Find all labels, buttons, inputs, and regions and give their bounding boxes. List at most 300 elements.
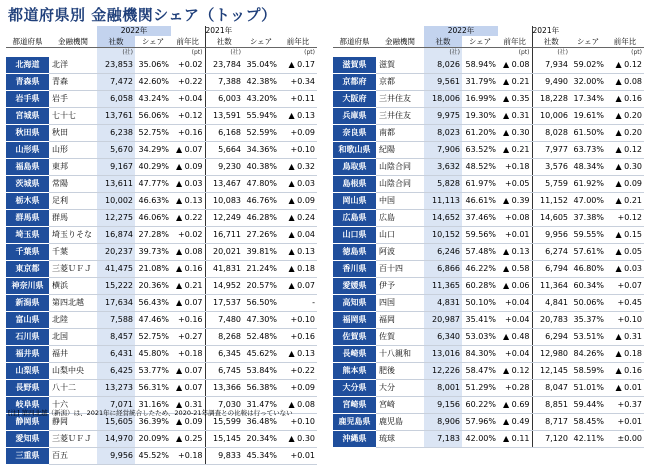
share-2021-cell: 47.30% <box>243 312 279 329</box>
prefecture-cell: 和歌山県 <box>333 142 376 159</box>
share-2022-cell: 47.46% <box>135 312 171 329</box>
yoy-2021-cell: +0.22 <box>279 363 317 380</box>
count-2021-cell: 9,833 <box>205 448 243 465</box>
share-2021-cell: 58.45% <box>570 414 606 431</box>
count-2021-cell: 12,249 <box>205 210 243 227</box>
count-2022-cell: 20,987 <box>424 312 462 329</box>
share-2021-cell: 56.50% <box>243 295 279 312</box>
prefecture-cell: 愛知県 <box>6 431 49 448</box>
count-2022-cell: 9,156 <box>424 397 462 414</box>
yoy-2021-cell: +0.10 <box>606 312 644 329</box>
prefecture-cell: 岐阜県 <box>6 397 49 414</box>
share-2021-cell: 37.38% <box>570 210 606 227</box>
prefecture-cell: 群馬県 <box>6 210 49 227</box>
yoy-2021-cell: +0.12 <box>606 210 644 227</box>
share-2022-cell: 51.29% <box>462 380 498 397</box>
yoy-2022-cell: ▲ 0.07 <box>171 142 205 159</box>
count-2022-cell: 6,246 <box>424 244 462 261</box>
count-2022-cell: 4,831 <box>424 295 462 312</box>
count-2022-cell: 8,001 <box>424 380 462 397</box>
table-row <box>333 227 644 244</box>
count-2022-cell: 11,365 <box>424 278 462 295</box>
prefecture-cell: 宮城県 <box>6 108 49 125</box>
prefecture-cell: 島根県 <box>333 176 376 193</box>
yoy-2021-cell: ▲ 0.13 <box>279 108 317 125</box>
count-2022-cell: 6,866 <box>424 261 462 278</box>
yoy-2021-cell: ▲ 0.13 <box>279 244 317 261</box>
table-row <box>6 346 317 363</box>
yoy-2022-cell: ▲ 0.07 <box>171 295 205 312</box>
yoy-2022-cell: +0.27 <box>171 329 205 346</box>
count-2021-header: 社数 <box>205 36 243 48</box>
prefecture-cell: 大分県 <box>333 380 376 397</box>
share-2021-cell: 84.26% <box>570 346 606 363</box>
prefecture-cell: 鹿児島県 <box>333 414 376 431</box>
prefecture-cell: 滋賀県 <box>333 57 376 74</box>
share-2021-cell: 45.62% <box>243 346 279 363</box>
yoy-2022-cell: ▲ 0.16 <box>171 261 205 278</box>
share-2021-cell: 42.38% <box>243 74 279 91</box>
yoy-2022-cell: ▲ 0.31 <box>171 397 205 414</box>
count-2021-cell: 20,783 <box>532 312 570 329</box>
share-2022-cell: 60.22% <box>462 397 498 414</box>
yoy-2021-cell: +0.09 <box>279 380 317 397</box>
yoy-2022-cell: ▲ 0.39 <box>498 193 532 210</box>
share-2022-cell: 52.75% <box>135 329 171 346</box>
yoy-2021-cell: ▲ 0.12 <box>606 57 644 74</box>
prefecture-cell: 宮崎県 <box>333 397 376 414</box>
right-table <box>333 26 644 448</box>
prefecture-cell: 広島県 <box>333 210 376 227</box>
table-row <box>333 312 644 329</box>
yoy-2021-cell: ▲ 0.01 <box>606 380 644 397</box>
yoy-2022-cell: +0.02 <box>171 227 205 244</box>
yoy-2022-cell: ▲ 0.06 <box>498 278 532 295</box>
table-row <box>333 193 644 210</box>
count-2021-cell: 14,952 <box>205 278 243 295</box>
yoy-2022-cell: +0.08 <box>498 210 532 227</box>
share-2022-cell: 43.24% <box>135 91 171 108</box>
table-row <box>333 74 644 91</box>
count-2021-cell: 3,576 <box>532 159 570 176</box>
yoy-2021-cell: ▲ 0.07 <box>279 278 317 295</box>
bank-name-cell: 京都 <box>376 74 424 91</box>
share-2021-cell: 61.50% <box>570 125 606 142</box>
yoy-2022-cell: +0.04 <box>498 295 532 312</box>
share-2021-cell: 47.80% <box>243 176 279 193</box>
count-2022-cell: 7,588 <box>97 312 135 329</box>
unit-label: (社) <box>205 48 243 58</box>
share-2022-cell: 45.80% <box>135 346 171 363</box>
share-2021-cell: 20.34% <box>243 431 279 448</box>
yoy-2021-cell: ▲ 0.08 <box>606 74 644 91</box>
table-row <box>333 261 644 278</box>
yoy-2021-cell: +0.01 <box>606 414 644 431</box>
share-2021-cell: 53.84% <box>243 363 279 380</box>
share-2022-cell: 50.10% <box>462 295 498 312</box>
table-row <box>333 91 644 108</box>
yoy-2021-cell: ▲ 0.09 <box>606 176 644 193</box>
bank-name-cell: 中国 <box>376 193 424 210</box>
bank-name-cell: 鹿児島 <box>376 414 424 431</box>
bank-name-cell: 三井住友 <box>376 108 424 125</box>
share-2021-cell: 57.61% <box>570 244 606 261</box>
bank-name-cell: 肥後 <box>376 363 424 380</box>
prefecture-cell: 静岡県 <box>6 414 49 431</box>
share-2021-cell: 61.92% <box>570 176 606 193</box>
yoy-2021-cell: ▲ 0.18 <box>279 261 317 278</box>
share-2022-cell: 57.96% <box>462 414 498 431</box>
table-row <box>6 244 317 261</box>
count-2021-cell: 8,047 <box>532 380 570 397</box>
yoy-2021-cell: ▲ 0.16 <box>606 91 644 108</box>
table-row <box>333 108 644 125</box>
count-2022-cell: 6,425 <box>97 363 135 380</box>
yoy-2021-cell: ▲ 0.04 <box>279 227 317 244</box>
yoy-2021-cell: ▲ 0.05 <box>606 244 644 261</box>
share-2021-cell: 59.55% <box>570 227 606 244</box>
share-2022-cell: 57.48% <box>462 244 498 261</box>
share-2022-cell: 46.22% <box>462 261 498 278</box>
bank-name-cell: 広島 <box>376 210 424 227</box>
yoy-2021-cell: ▲ 0.09 <box>279 193 317 210</box>
bank-name-cell: 北陸 <box>49 312 97 329</box>
bank-name-cell: 百五 <box>49 448 97 465</box>
count-2022-cell: 10,152 <box>424 227 462 244</box>
share-2021-header: シェア <box>243 36 279 48</box>
prefecture-cell: 兵庫県 <box>333 108 376 125</box>
unit-label: (社) <box>532 48 570 58</box>
table-row <box>6 210 317 227</box>
count-header: 社数 <box>424 36 462 48</box>
prefecture-cell: 山形県 <box>6 142 49 159</box>
yoy-2021-cell: ▲ 0.17 <box>279 57 317 74</box>
yoy-2022-cell: ▲ 0.58 <box>498 261 532 278</box>
table-row <box>6 57 317 74</box>
table-row <box>6 380 317 397</box>
prefecture-cell: 新潟県 <box>6 295 49 312</box>
share-2021-cell: 45.34% <box>243 448 279 465</box>
count-2022-cell: 9,561 <box>424 74 462 91</box>
count-2021-cell: 6,794 <box>532 261 570 278</box>
share-2021-cell: 36.48% <box>243 414 279 431</box>
share-2022-cell: 42.00% <box>462 431 498 448</box>
count-2021-cell: 15,599 <box>205 414 243 431</box>
yoy-2022-cell: ▲ 0.07 <box>171 380 205 397</box>
yoy-2021-cell: +0.11 <box>279 91 317 108</box>
yoy-2022-cell: +0.04 <box>171 91 205 108</box>
count-2021-cell: 18,228 <box>532 91 570 108</box>
yoy-2022-cell: ▲ 0.25 <box>171 431 205 448</box>
share-2022-cell: 61.97% <box>462 176 498 193</box>
share-2021-cell: 59.44% <box>570 397 606 414</box>
prefecture-cell: 東京都 <box>6 261 49 278</box>
count-2022-cell: 8,457 <box>97 329 135 346</box>
share-2022-cell: 35.41% <box>462 312 498 329</box>
share-2022-cell: 48.52% <box>462 159 498 176</box>
share-2021-cell: 46.76% <box>243 193 279 210</box>
yoy-2022-cell: ▲ 0.21 <box>171 278 205 295</box>
yoy-2021-cell: +0.01 <box>279 448 317 465</box>
count-2022-cell: 13,273 <box>97 380 135 397</box>
bank-name-cell: 福井 <box>49 346 97 363</box>
count-2022-cell: 6,058 <box>97 91 135 108</box>
count-2022-cell: 3,632 <box>424 159 462 176</box>
yoy-2022-cell: +0.16 <box>171 312 205 329</box>
yoy-2021-cell: ▲ 0.32 <box>279 159 317 176</box>
yoy-2022-cell: +0.05 <box>498 176 532 193</box>
yoy-2022-cell: ▲ 0.48 <box>498 329 532 346</box>
yoy-2021-cell: ▲ 0.21 <box>606 193 644 210</box>
share-2022-cell: 58.94% <box>462 57 498 74</box>
unit-label: (社) <box>424 48 462 58</box>
yoy-2021-cell: ▲ 0.08 <box>279 397 317 414</box>
count-2021-cell: 5,664 <box>205 142 243 159</box>
yoy-2022-cell: ▲ 0.21 <box>498 74 532 91</box>
table-row <box>6 74 317 91</box>
table-row <box>333 380 644 397</box>
share-2022-cell: 56.43% <box>135 295 171 312</box>
count-header: 社数 <box>97 36 135 48</box>
bank-name-cell: 南都 <box>376 125 424 142</box>
count-2022-cell: 13,016 <box>424 346 462 363</box>
bank-name-cell: 阿波 <box>376 244 424 261</box>
count-2022-cell: 5,828 <box>424 176 462 193</box>
bank-name-cell: 宮崎 <box>376 397 424 414</box>
bank-name-cell: 福岡 <box>376 312 424 329</box>
bank-name-cell: 百十四 <box>376 261 424 278</box>
count-2021-cell: 9,230 <box>205 159 243 176</box>
count-2021-cell: 12,980 <box>532 346 570 363</box>
prefecture-cell: 奈良県 <box>333 125 376 142</box>
bank-name-cell: 足利 <box>49 193 97 210</box>
count-2022-cell: 11,113 <box>424 193 462 210</box>
page-title: 都道府県別 金融機関シェア（トップ） <box>8 6 277 24</box>
share-2021-cell: 34.36% <box>243 142 279 159</box>
share-2021-cell: 47.00% <box>570 193 606 210</box>
bank-name-cell: 七十七 <box>49 108 97 125</box>
yoy-2021-cell: ±0.00 <box>606 431 644 448</box>
table-row <box>6 176 317 193</box>
yoy-2022-cell: ▲ 0.31 <box>498 108 532 125</box>
share-2021-cell: 46.28% <box>243 210 279 227</box>
share-2022-cell: 52.75% <box>135 125 171 142</box>
count-2021-cell: 41,831 <box>205 261 243 278</box>
share-2021-cell: 35.37% <box>570 312 606 329</box>
bank-name-cell: 四国 <box>376 295 424 312</box>
share-2022-cell: 34.29% <box>135 142 171 159</box>
yoy-2021-cell: +0.10 <box>279 414 317 431</box>
bank-name-cell: 山陰合同 <box>376 159 424 176</box>
prefecture-cell: 鳥取県 <box>333 159 376 176</box>
bank-name-cell: 北洋 <box>49 57 97 74</box>
prefecture-cell: 大阪府 <box>333 91 376 108</box>
share-header: シェア <box>462 36 498 48</box>
bank-name-cell: 十八親和 <box>376 346 424 363</box>
yoy-2021-cell: ▲ 0.30 <box>606 159 644 176</box>
share-2022-cell: 31.16% <box>135 397 171 414</box>
prefecture-cell: 山梨県 <box>6 363 49 380</box>
prefecture-cell: 愛媛県 <box>333 278 376 295</box>
share-2021-cell: 40.38% <box>243 159 279 176</box>
share-2021-cell: 42.11% <box>570 431 606 448</box>
prefecture-cell: 福井県 <box>6 346 49 363</box>
bank-name-cell: 滋賀 <box>376 57 424 74</box>
bank-name-cell: 埼玉りそな <box>49 227 97 244</box>
share-2022-cell: 31.79% <box>462 74 498 91</box>
count-2022-cell: 8,026 <box>424 57 462 74</box>
count-2022-cell: 12,275 <box>97 210 135 227</box>
count-2021-cell: 20,021 <box>205 244 243 261</box>
pref-header: 都道府県 <box>333 36 376 48</box>
yoy-2022-cell: +0.18 <box>171 346 205 363</box>
count-2021-cell: 4,841 <box>532 295 570 312</box>
prefecture-cell: 秋田県 <box>6 125 49 142</box>
count-2021-cell: 8,028 <box>532 125 570 142</box>
prefecture-cell: 三重県 <box>6 448 49 465</box>
bank-name-cell: 北国 <box>49 329 97 346</box>
count-2022-cell: 15,222 <box>97 278 135 295</box>
share-2021-cell: 59.02% <box>570 57 606 74</box>
table-row <box>333 329 644 346</box>
yoy-2021-cell: ▲ 0.03 <box>279 176 317 193</box>
yoy-2021-cell: +0.37 <box>606 397 644 414</box>
count-2021-cell: 13,366 <box>205 380 243 397</box>
count-2022-cell: 23,853 <box>97 57 135 74</box>
table-row <box>6 91 317 108</box>
share-2021-cell: 56.38% <box>243 380 279 397</box>
share-2022-cell: 53.77% <box>135 363 171 380</box>
count-2021-cell: 10,083 <box>205 193 243 210</box>
share-2022-cell: 53.03% <box>462 329 498 346</box>
share-2021-cell: 63.73% <box>570 142 606 159</box>
year-2021-header: 2021年 <box>205 26 317 36</box>
share-2021-cell: 53.51% <box>570 329 606 346</box>
count-2022-cell: 13,611 <box>97 176 135 193</box>
count-2022-cell: 8,023 <box>424 125 462 142</box>
prefecture-cell: 福島県 <box>6 159 49 176</box>
table-row <box>6 227 317 244</box>
table-row <box>6 108 317 125</box>
prefecture-cell: 山口県 <box>333 227 376 244</box>
prefecture-cell: 香川県 <box>333 261 376 278</box>
share-2021-cell: 39.81% <box>243 244 279 261</box>
share-2022-cell: 20.36% <box>135 278 171 295</box>
count-2022-cell: 5,670 <box>97 142 135 159</box>
yoy-2021-cell: +0.10 <box>279 142 317 159</box>
yoy-2021-cell: ▲ 0.30 <box>279 431 317 448</box>
count-2022-cell: 16,874 <box>97 227 135 244</box>
yoy-2022-cell: ▲ 0.13 <box>498 244 532 261</box>
yoy-2022-cell: ▲ 0.49 <box>498 414 532 431</box>
count-2022-cell: 9,956 <box>97 448 135 465</box>
count-2022-cell: 7,071 <box>97 397 135 414</box>
share-2021-cell: 20.57% <box>243 278 279 295</box>
share-2021-cell: 58.59% <box>570 363 606 380</box>
count-2021-cell: 12,145 <box>532 363 570 380</box>
bank-name-cell: 三井住友 <box>376 91 424 108</box>
table-row <box>333 125 644 142</box>
prefecture-cell: 千葉県 <box>6 244 49 261</box>
share-2021-cell: 52.59% <box>243 125 279 142</box>
share-2022-cell: 16.99% <box>462 91 498 108</box>
table-row <box>6 142 317 159</box>
count-2021-cell: 9,956 <box>532 227 570 244</box>
share-2022-cell: 46.06% <box>135 210 171 227</box>
count-2021-cell: 23,784 <box>205 57 243 74</box>
yoy-2022-cell: ▲ 0.22 <box>171 210 205 227</box>
table-row <box>333 346 644 363</box>
count-2021-cell: 6,745 <box>205 363 243 380</box>
count-2021-cell: 9,490 <box>532 74 570 91</box>
prefecture-cell: 栃木県 <box>6 193 49 210</box>
share-2021-cell: 48.34% <box>570 159 606 176</box>
share-2022-cell: 59.56% <box>462 227 498 244</box>
share-2021-cell: 55.94% <box>243 108 279 125</box>
count-2021-cell: 6,003 <box>205 91 243 108</box>
yoy-2022-cell: ▲ 0.08 <box>171 244 205 261</box>
yoy-header: 前年比 <box>498 36 532 48</box>
yoy-2021-cell: ▲ 0.20 <box>606 108 644 125</box>
table-row <box>6 193 317 210</box>
count-2022-cell: 14,652 <box>424 210 462 227</box>
table-row <box>333 244 644 261</box>
share-2022-cell: 46.63% <box>135 193 171 210</box>
count-2021-cell: 17,537 <box>205 295 243 312</box>
table-row <box>333 414 644 431</box>
yoy-2021-cell: ▲ 0.31 <box>606 329 644 346</box>
share-2021-cell: 21.24% <box>243 261 279 278</box>
count-2021-cell: 13,467 <box>205 176 243 193</box>
yoy-2022-cell: +0.18 <box>498 159 532 176</box>
bank-name-cell: 三菱ＵＦＪ <box>49 431 97 448</box>
bank-name-cell: 岩手 <box>49 91 97 108</box>
bank-name-cell: 秋田 <box>49 125 97 142</box>
count-2021-cell: 6,274 <box>532 244 570 261</box>
count-2022-cell: 20,237 <box>97 244 135 261</box>
table-row <box>333 363 644 380</box>
count-2022-cell: 9,167 <box>97 159 135 176</box>
table-row <box>6 125 317 142</box>
bank-name-cell: 横浜 <box>49 278 97 295</box>
count-2022-cell: 17,634 <box>97 295 135 312</box>
yoy-2022-cell: +0.18 <box>171 448 205 465</box>
share-2022-cell: 39.73% <box>135 244 171 261</box>
prefecture-cell: 石川県 <box>6 329 49 346</box>
yoy-2021-cell: - <box>279 295 317 312</box>
bank-name-cell: 青森 <box>49 74 97 91</box>
share-2022-cell: 27.28% <box>135 227 171 244</box>
bank-name-cell: 山形 <box>49 142 97 159</box>
prefecture-cell: 佐賀県 <box>333 329 376 346</box>
unit-label: (pt) <box>631 49 642 56</box>
unit-label: (pt) <box>191 49 203 56</box>
share-2021-cell: 32.00% <box>570 74 606 91</box>
count-2022-cell: 15,605 <box>97 414 135 431</box>
bank-name-cell: 静岡 <box>49 414 97 431</box>
count-2021-cell: 7,030 <box>205 397 243 414</box>
yoy-2022-cell: ▲ 0.09 <box>171 159 205 176</box>
yoy-2021-cell: +0.45 <box>606 295 644 312</box>
share-2021-cell: 46.80% <box>570 261 606 278</box>
share-header: シェア <box>135 36 171 48</box>
bank-header: 金融機関 <box>376 36 424 48</box>
yoy-2021-cell: ▲ 0.24 <box>279 210 317 227</box>
share-2022-cell: 35.06% <box>135 57 171 74</box>
table-row <box>333 431 644 448</box>
count-2021-cell: 14,605 <box>532 210 570 227</box>
share-2022-cell: 58.47% <box>462 363 498 380</box>
